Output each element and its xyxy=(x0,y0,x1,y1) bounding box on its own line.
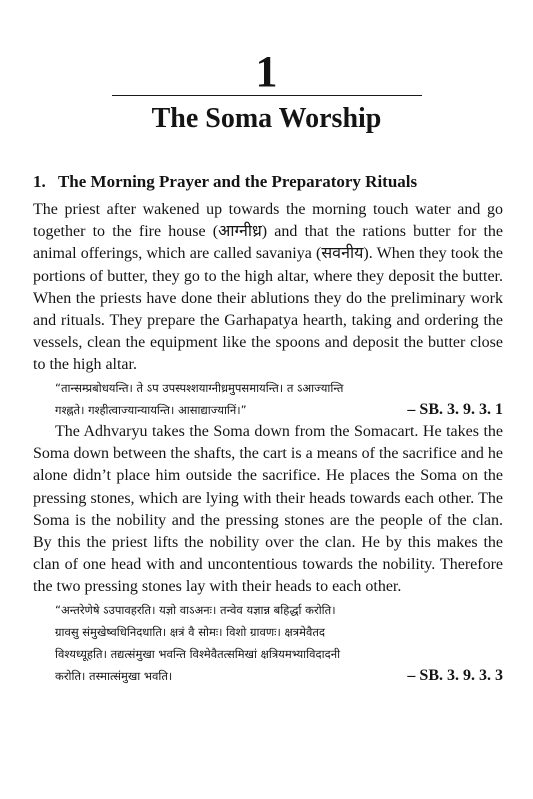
quote-2-last-line xyxy=(55,665,503,687)
quote-1-line-2: गश्ह्नते। गश्हीत्वाज्यान्यायन्ति। आसाद्याज्यानिं।” xyxy=(55,402,247,417)
chapter-title: The Soma Worship xyxy=(151,103,382,134)
section-number: 1. xyxy=(33,172,46,191)
sanskrit-quote-2 xyxy=(33,599,503,688)
quote-2-line-3: विश्यध्यूहति। तद्यत्संमुखा भवन्ति विश्मेवैतत्समिखां क्षत्रियमभ्याविदादनी xyxy=(55,647,341,662)
paragraph-1: The priest after wakened up towards the morning touch water and go together to the fire house (आग्नीध्र) and that the rations butter for the animal offerings, which are called savaniya (सवनीय). When they took the portions of butter, they go to the high altar, where they deposit the butter. When the priests have done their ablutions they do the preliminary work and rituals. They prepare the Garhapatya hearth, taking and ordering the vessels, clean the equipment like the spoons and deposit the butter close to the high altar. xyxy=(33,201,503,374)
quote-1-last-line xyxy=(55,399,503,421)
paragraph-2: The Adhvaryu takes the Soma down from the Somacart. He takes the Soma down between the shafts, the cart is a means of the sacrifice and he alone didn’t place him outside the sacrifice. He places the Soma on the pressing stones, which are lying with their heads towards each other. The Soma is the nobility and the pressing stones are the people of the clan. By this the priest lifts the nobility over the clan. He by this makes the clan of one head with and uncontentious towards the nobility. Therefore the two pressing stones lay with their heads to each other. xyxy=(33,423,503,596)
section-heading xyxy=(33,171,513,193)
quote-2-citation: – SB. 3. 9. 3. 3 xyxy=(407,667,503,685)
quote-1-citation: – SB. 3. 9. 3. 1 xyxy=(407,400,503,418)
section-title: The Morning Prayer and the Preparatory Rituals xyxy=(57,172,418,191)
quote-2-line-2: ग्रावसु संमुखेष्वधिनिदधाति। क्षत्रं वै सोमः। विशो ग्रावणः। क्षत्रमेवैतद xyxy=(55,624,326,639)
body-text xyxy=(33,199,503,687)
quote-1-line-1: “तान्सम्प्रबोधयन्ति। ते ऽप उपस्पश्शयाग्नीध्रमुपसमायन्ति। त ऽआज्यान्ति xyxy=(55,380,344,395)
chapter-number: 1 xyxy=(255,47,278,96)
quote-2-line-1: “अन्तरेणेषे ऽउपावहरति। यज्ञो वाऽअनः। तन्वेव यज्ञान्न बहिर्द्धा करोति। xyxy=(55,602,336,617)
quote-2-line-4: करोति। तस्मात्संमुखा भवति। xyxy=(55,669,173,684)
chapter-rule xyxy=(112,95,422,96)
sanskrit-quote-1 xyxy=(33,377,503,421)
